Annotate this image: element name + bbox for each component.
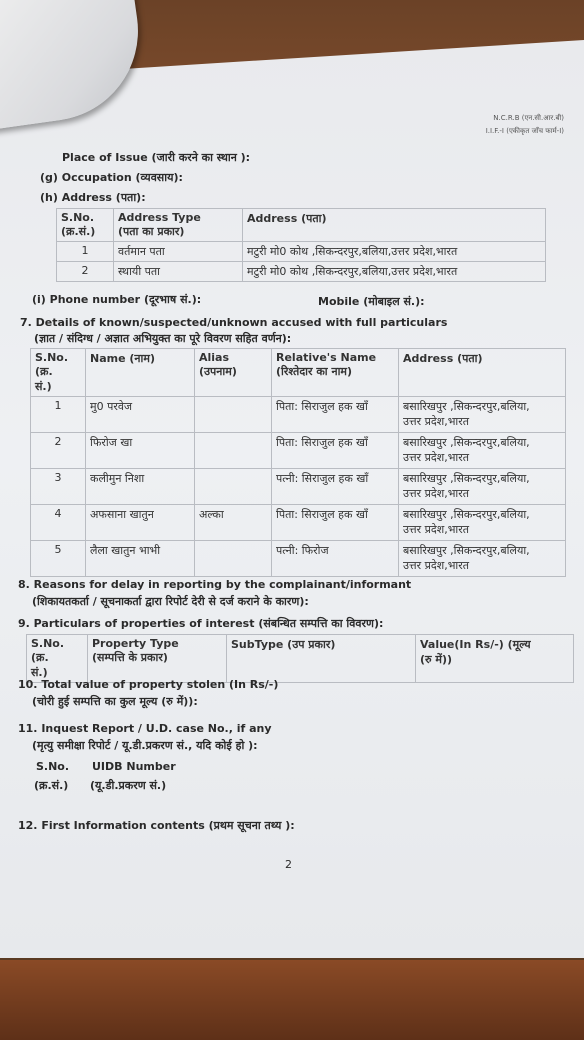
cell-name: कलीमुन निशा [86, 469, 195, 505]
cell-sno: 3 [31, 469, 86, 505]
section7-title: 7. Details of known/suspected/unknown accused with full particulars [20, 316, 448, 329]
table-row [31, 469, 566, 505]
cell-sno: 5 [31, 541, 86, 577]
table-row [57, 242, 546, 262]
cell-relative: पिता: सिराजुल हक खाँ [272, 505, 399, 541]
cell-name: अफसाना खातुन [86, 505, 195, 541]
cell-address-line1: बसारिखपुर ,सिकन्दरपुर,बलिया, [403, 472, 530, 485]
cell-address: मटुरी मो0 कोथ ,सिकन्दरपुर,बलिया,उत्तर प्रदेश,भारत [243, 262, 546, 282]
cell-address-line2: उत्तर प्रदेश,भारत [403, 451, 470, 464]
phone-label: (i) Phone number (दूरभाष सं.): [32, 293, 202, 306]
cell-sno: 1 [57, 242, 114, 262]
col-address: Address (पता) [403, 352, 483, 365]
cell-sno: 2 [31, 433, 86, 469]
property-table-header [27, 635, 574, 683]
page-number: 2 [285, 858, 292, 871]
col-address: Address (पता) [247, 212, 327, 225]
col-sno-2: सं.) [35, 380, 52, 393]
cell-address-line2: उत्तर प्रदेश,भारत [403, 559, 470, 572]
cell-address: मटुरी मो0 कोथ ,सिकन्दरपुर,बलिया,उत्तर प्रदेश,भारत [243, 242, 546, 262]
cell-relative: पत्नी: फिरोज [272, 541, 399, 577]
table-row [31, 541, 566, 577]
occupation-label: (g) Occupation (व्यवसाय): [40, 171, 183, 184]
cell-sno: 4 [31, 505, 86, 541]
mobile-label: Mobile (मोबाइल सं.): [318, 295, 425, 308]
table-row [31, 505, 566, 541]
cell-name: मु0 परवेज [86, 397, 195, 433]
section12-title: 12. First Information contents (प्रथम सूचना तथ्य ): [18, 819, 295, 832]
col-value: Value(In Rs/-) (मूल्य [420, 638, 531, 651]
col-subtype: SubType (उप प्रकार) [231, 638, 336, 651]
col-alias-2: (उपनाम) [199, 365, 237, 378]
section8-subtitle: (शिकायतकर्ता / सूचनाकर्ता द्वारा रिपोर्ट देरी से दर्ज कराने के कारण): [32, 595, 309, 608]
col-address-type: Address Type [118, 211, 201, 224]
address-table-header [57, 209, 546, 242]
col-property-type: Property Type [92, 637, 179, 650]
cell-address-line2: उत्तर प्रदेश,भारत [403, 523, 470, 536]
section11-col-uidb-hindi: (यू.डी.प्रकरण सं.) [90, 779, 167, 792]
cell-type: स्थायी पता [114, 262, 243, 282]
cell-address-line1: बसारिखपुर ,सिकन्दरपुर,बलिया, [403, 436, 530, 449]
col-relative-2: (रिश्तेदार का नाम) [276, 365, 353, 378]
cell-alias [195, 541, 272, 577]
section9-title: 9. Particulars of properties of interest (संबन्धित सम्पत्ति का विवरण): [18, 617, 384, 630]
col-address-type-hindi: (पता का प्रकार) [118, 225, 185, 238]
cell-alias [195, 397, 272, 433]
cell-relative: पत्नी: सिराजुल हक खाँ [272, 469, 399, 505]
col-sno: S.No. [61, 211, 95, 224]
accused-table-header [31, 349, 566, 397]
col-sno-hindi: (क्र.सं.) [61, 225, 96, 238]
col-sno-2: सं.) [31, 666, 48, 679]
cell-name: लैला खातुन भाभी [86, 541, 195, 577]
cell-name: फिरोज खा [86, 433, 195, 469]
col-alias: Alias [199, 351, 230, 364]
cell-alias [195, 469, 272, 505]
cell-address-line2: उत्तर प्रदेश,भारत [403, 415, 470, 428]
section10-title: 10. Total value of property stolen (In Rs/-) [18, 678, 279, 691]
cell-address-line1: बसारिखपुर ,सिकन्दरपुर,बलिया, [403, 400, 530, 413]
cell-alias: अल्का [195, 505, 272, 541]
col-value-2: (रु में)) [420, 653, 453, 666]
cell-address-line2: उत्तर प्रदेश,भारत [403, 487, 470, 500]
col-relative: Relative's Name [276, 351, 377, 364]
address-table [56, 208, 546, 282]
table-row [31, 433, 566, 469]
col-sno: S.No. (क्र. [31, 637, 65, 664]
section11-title: 11. Inquest Report / U.D. case No., if any [18, 722, 272, 735]
table-row [57, 262, 546, 282]
property-table [26, 634, 574, 683]
section11-col-sno: S.No. [36, 760, 70, 773]
section7-subtitle: (ज्ञात / संदिग्ध / अज्ञात अभियुक्त का पूरे विवरण सहित वर्णन): [34, 332, 292, 345]
section11-subtitle: (मृत्यु समीक्षा रिपोर्ट / यू.डी.प्रकरण सं., यदि कोई हो ): [32, 739, 258, 752]
address-label: (h) Address (पता): [40, 191, 146, 204]
header-iif: I.I.F.-I (एकीकृत जाँच फार्म-I) [485, 127, 564, 135]
cell-relative: पिता: सिराजुल हक खाँ [272, 397, 399, 433]
section11-col-uidb: UIDB Number [92, 760, 176, 773]
cell-type: वर्तमान पता [114, 242, 243, 262]
accused-table [30, 348, 566, 577]
section11-col-sno-hindi: (क्र.सं.) [34, 779, 69, 792]
col-name: Name (नाम) [90, 352, 155, 365]
cell-alias [195, 433, 272, 469]
col-sno: S.No.(क्र. [35, 351, 69, 378]
table-row [31, 397, 566, 433]
cell-address-line1: बसारिखपुर ,सिकन्दरपुर,बलिया, [403, 544, 530, 557]
cell-relative: पिता: सिराजुल हक खाँ [272, 433, 399, 469]
header-ncrb: N.C.R.B (एन.सी.आर.बी) [493, 114, 564, 122]
section8-title: 8. Reasons for delay in reporting by the complainant/informant [18, 578, 412, 591]
cell-address-line1: बसारिखपुर ,सिकन्दरपुर,बलिया, [403, 508, 530, 521]
place-of-issue-label: Place of Issue (जारी करने का स्थान ): [62, 151, 251, 164]
cell-sno: 2 [57, 262, 114, 282]
cell-sno: 1 [31, 397, 86, 433]
section10-subtitle: (चोरी हुई सम्पत्ति का कुल मूल्य (रु में)): [32, 695, 198, 708]
col-property-type-2: (सम्पत्ति के प्रकार) [92, 651, 168, 664]
